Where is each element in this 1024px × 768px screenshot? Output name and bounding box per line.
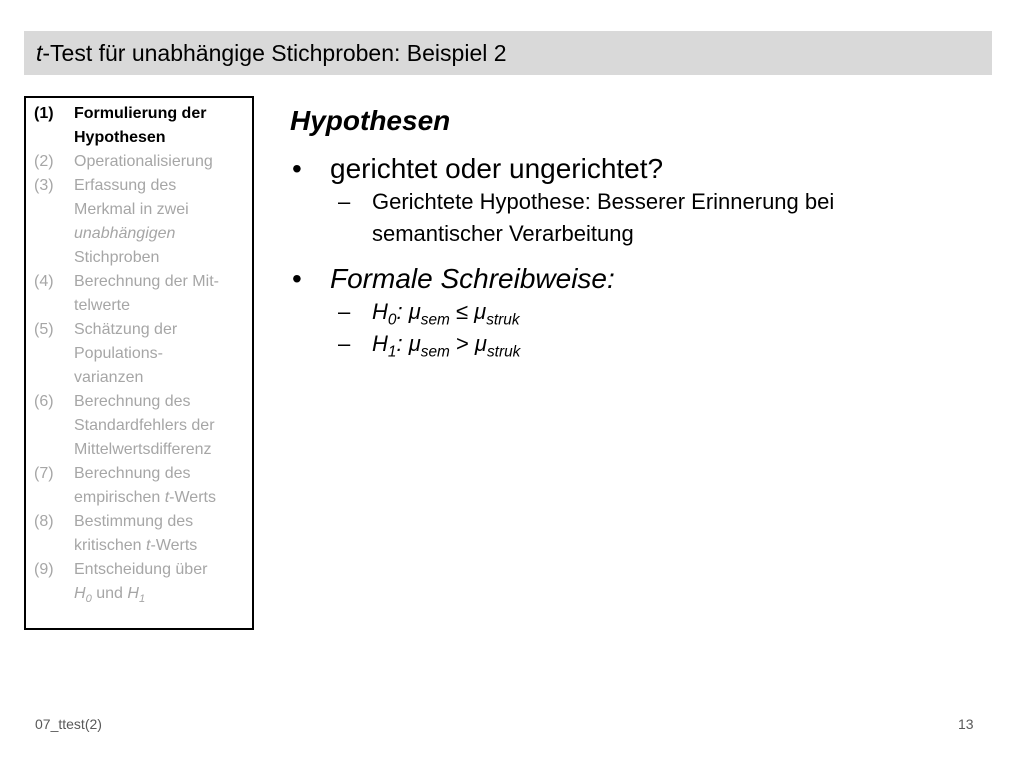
- page-number: 13: [958, 716, 974, 732]
- subscript: [421, 311, 450, 328]
- h-symbol: H: [372, 331, 388, 356]
- step-line: Mittelwertsdifferenz: [74, 441, 212, 458]
- mu-symbol: μ: [408, 299, 421, 324]
- step-line: Stichproben: [74, 249, 160, 266]
- title-italic-t: t: [36, 40, 43, 66]
- title-bar: [24, 31, 992, 75]
- step-line: Merkmal in zwei: [74, 201, 189, 218]
- subscript-text: 0: [85, 593, 92, 606]
- h-symbol: H: [372, 299, 388, 324]
- step-number: (4): [34, 273, 54, 290]
- step-line: Entscheidung über: [74, 561, 208, 578]
- step-fragment: -Werts: [169, 489, 216, 506]
- step-6: [34, 390, 246, 462]
- dash-mark: –: [338, 331, 351, 356]
- operator: ≤: [449, 299, 475, 324]
- step-3: [34, 174, 246, 270]
- sub-bullet-text: [372, 186, 834, 250]
- step-text: [74, 174, 246, 270]
- subscript: [486, 311, 519, 328]
- title-text: -Test für unabhängige Stichproben: Beispiel 2: [42, 40, 507, 66]
- formula-h0: [338, 296, 990, 328]
- sub-bullet-directed-hypothesis: [338, 186, 990, 250]
- subscript-text: 1: [387, 343, 397, 361]
- step-number: (6): [34, 393, 54, 410]
- colon: :: [396, 299, 409, 324]
- step-italic-t: t: [164, 489, 170, 506]
- step-text: [74, 150, 246, 174]
- step-line: Hypothesen: [74, 129, 166, 146]
- step-text: [74, 558, 246, 606]
- step-text: [74, 390, 246, 462]
- step-text: [74, 510, 246, 558]
- mu-symbol: μ: [474, 299, 487, 324]
- step-italic-t: t: [146, 537, 151, 554]
- step-1: [34, 102, 246, 150]
- content-heading: Hypothesen: [290, 105, 451, 136]
- step-number: (7): [34, 465, 54, 482]
- step-line: Standardfehlers der: [74, 417, 215, 434]
- step-number: (1): [34, 105, 54, 122]
- bullet-text: Formale Schreibweise:: [330, 263, 615, 294]
- subscript-text: 0: [387, 311, 397, 329]
- step-9: [34, 558, 246, 606]
- subscript-text: struk: [486, 343, 521, 361]
- colon: :: [396, 331, 409, 356]
- subscript: [487, 343, 520, 360]
- step-number: (2): [34, 153, 54, 170]
- h-symbol: H: [74, 585, 86, 602]
- subscript-text: sem: [420, 311, 450, 329]
- footer-filename: 07_ttest(2): [35, 716, 102, 732]
- step-number: (3): [34, 177, 54, 194]
- subscript-text: sem: [420, 343, 450, 361]
- formula-text: [372, 328, 520, 360]
- bullet-directed: [290, 152, 990, 186]
- mu-symbol: μ: [474, 331, 487, 356]
- step-line: [74, 582, 246, 606]
- steps-box: [24, 96, 254, 630]
- sub-line: Gerichtete Hypothese: Besserer Erinnerung bei: [372, 189, 835, 214]
- formula-text: [372, 296, 520, 328]
- subscript-text: struk: [486, 311, 520, 329]
- step-7: [34, 462, 246, 510]
- main-content: [290, 104, 990, 360]
- step-fragment: -Werts: [150, 537, 198, 554]
- mu-symbol: μ: [408, 331, 421, 356]
- step-line: Operationalisierung: [74, 153, 213, 170]
- subscript: [421, 343, 450, 360]
- step-text: [74, 318, 246, 390]
- step-line: Berechnung der Mit-: [74, 273, 219, 290]
- step-text: [74, 270, 246, 318]
- step-line: Berechnung des: [74, 393, 191, 410]
- bullet-formal: [290, 262, 990, 296]
- step-text: [74, 462, 246, 510]
- step-line: Schätzung der: [74, 321, 178, 338]
- step-line: [74, 534, 246, 558]
- step-line: Bestimmung des: [74, 513, 194, 530]
- slide-title: [36, 40, 507, 67]
- step-text: [74, 102, 246, 150]
- step-line: Populations-: [74, 345, 163, 362]
- step-fragment: kritischen: [74, 537, 147, 554]
- step-5: [34, 318, 246, 390]
- step-line: [74, 486, 246, 510]
- bullet-mark: •: [292, 263, 302, 294]
- step-fragment: und: [91, 585, 128, 602]
- step-2: [34, 150, 246, 174]
- h-symbol: H: [127, 585, 139, 602]
- sub-line: semantischer Verarbeitung: [372, 221, 634, 246]
- step-number: (5): [34, 321, 54, 338]
- dash-mark: –: [338, 299, 351, 324]
- dash-mark: –: [338, 189, 351, 214]
- subscript-text: 1: [138, 593, 146, 606]
- bullet-mark: •: [292, 153, 302, 184]
- step-line: unabhängigen: [74, 225, 176, 242]
- step-number: (8): [34, 513, 54, 530]
- formula-h1: [338, 328, 990, 360]
- step-line: Berechnung des: [74, 465, 191, 482]
- step-8: [34, 510, 246, 558]
- step-line: varianzen: [74, 369, 144, 386]
- bullet-text: gerichtet oder ungerichtet?: [330, 153, 664, 184]
- h1-subscript: [139, 593, 145, 605]
- step-line: telwerte: [74, 297, 131, 314]
- step-4: [34, 270, 246, 318]
- operator: >: [449, 331, 475, 356]
- step-line: Erfassung des: [74, 177, 177, 194]
- step-fragment: empirischen: [74, 489, 165, 506]
- step-line: Formulierung der: [74, 105, 207, 122]
- step-number: (9): [34, 561, 54, 578]
